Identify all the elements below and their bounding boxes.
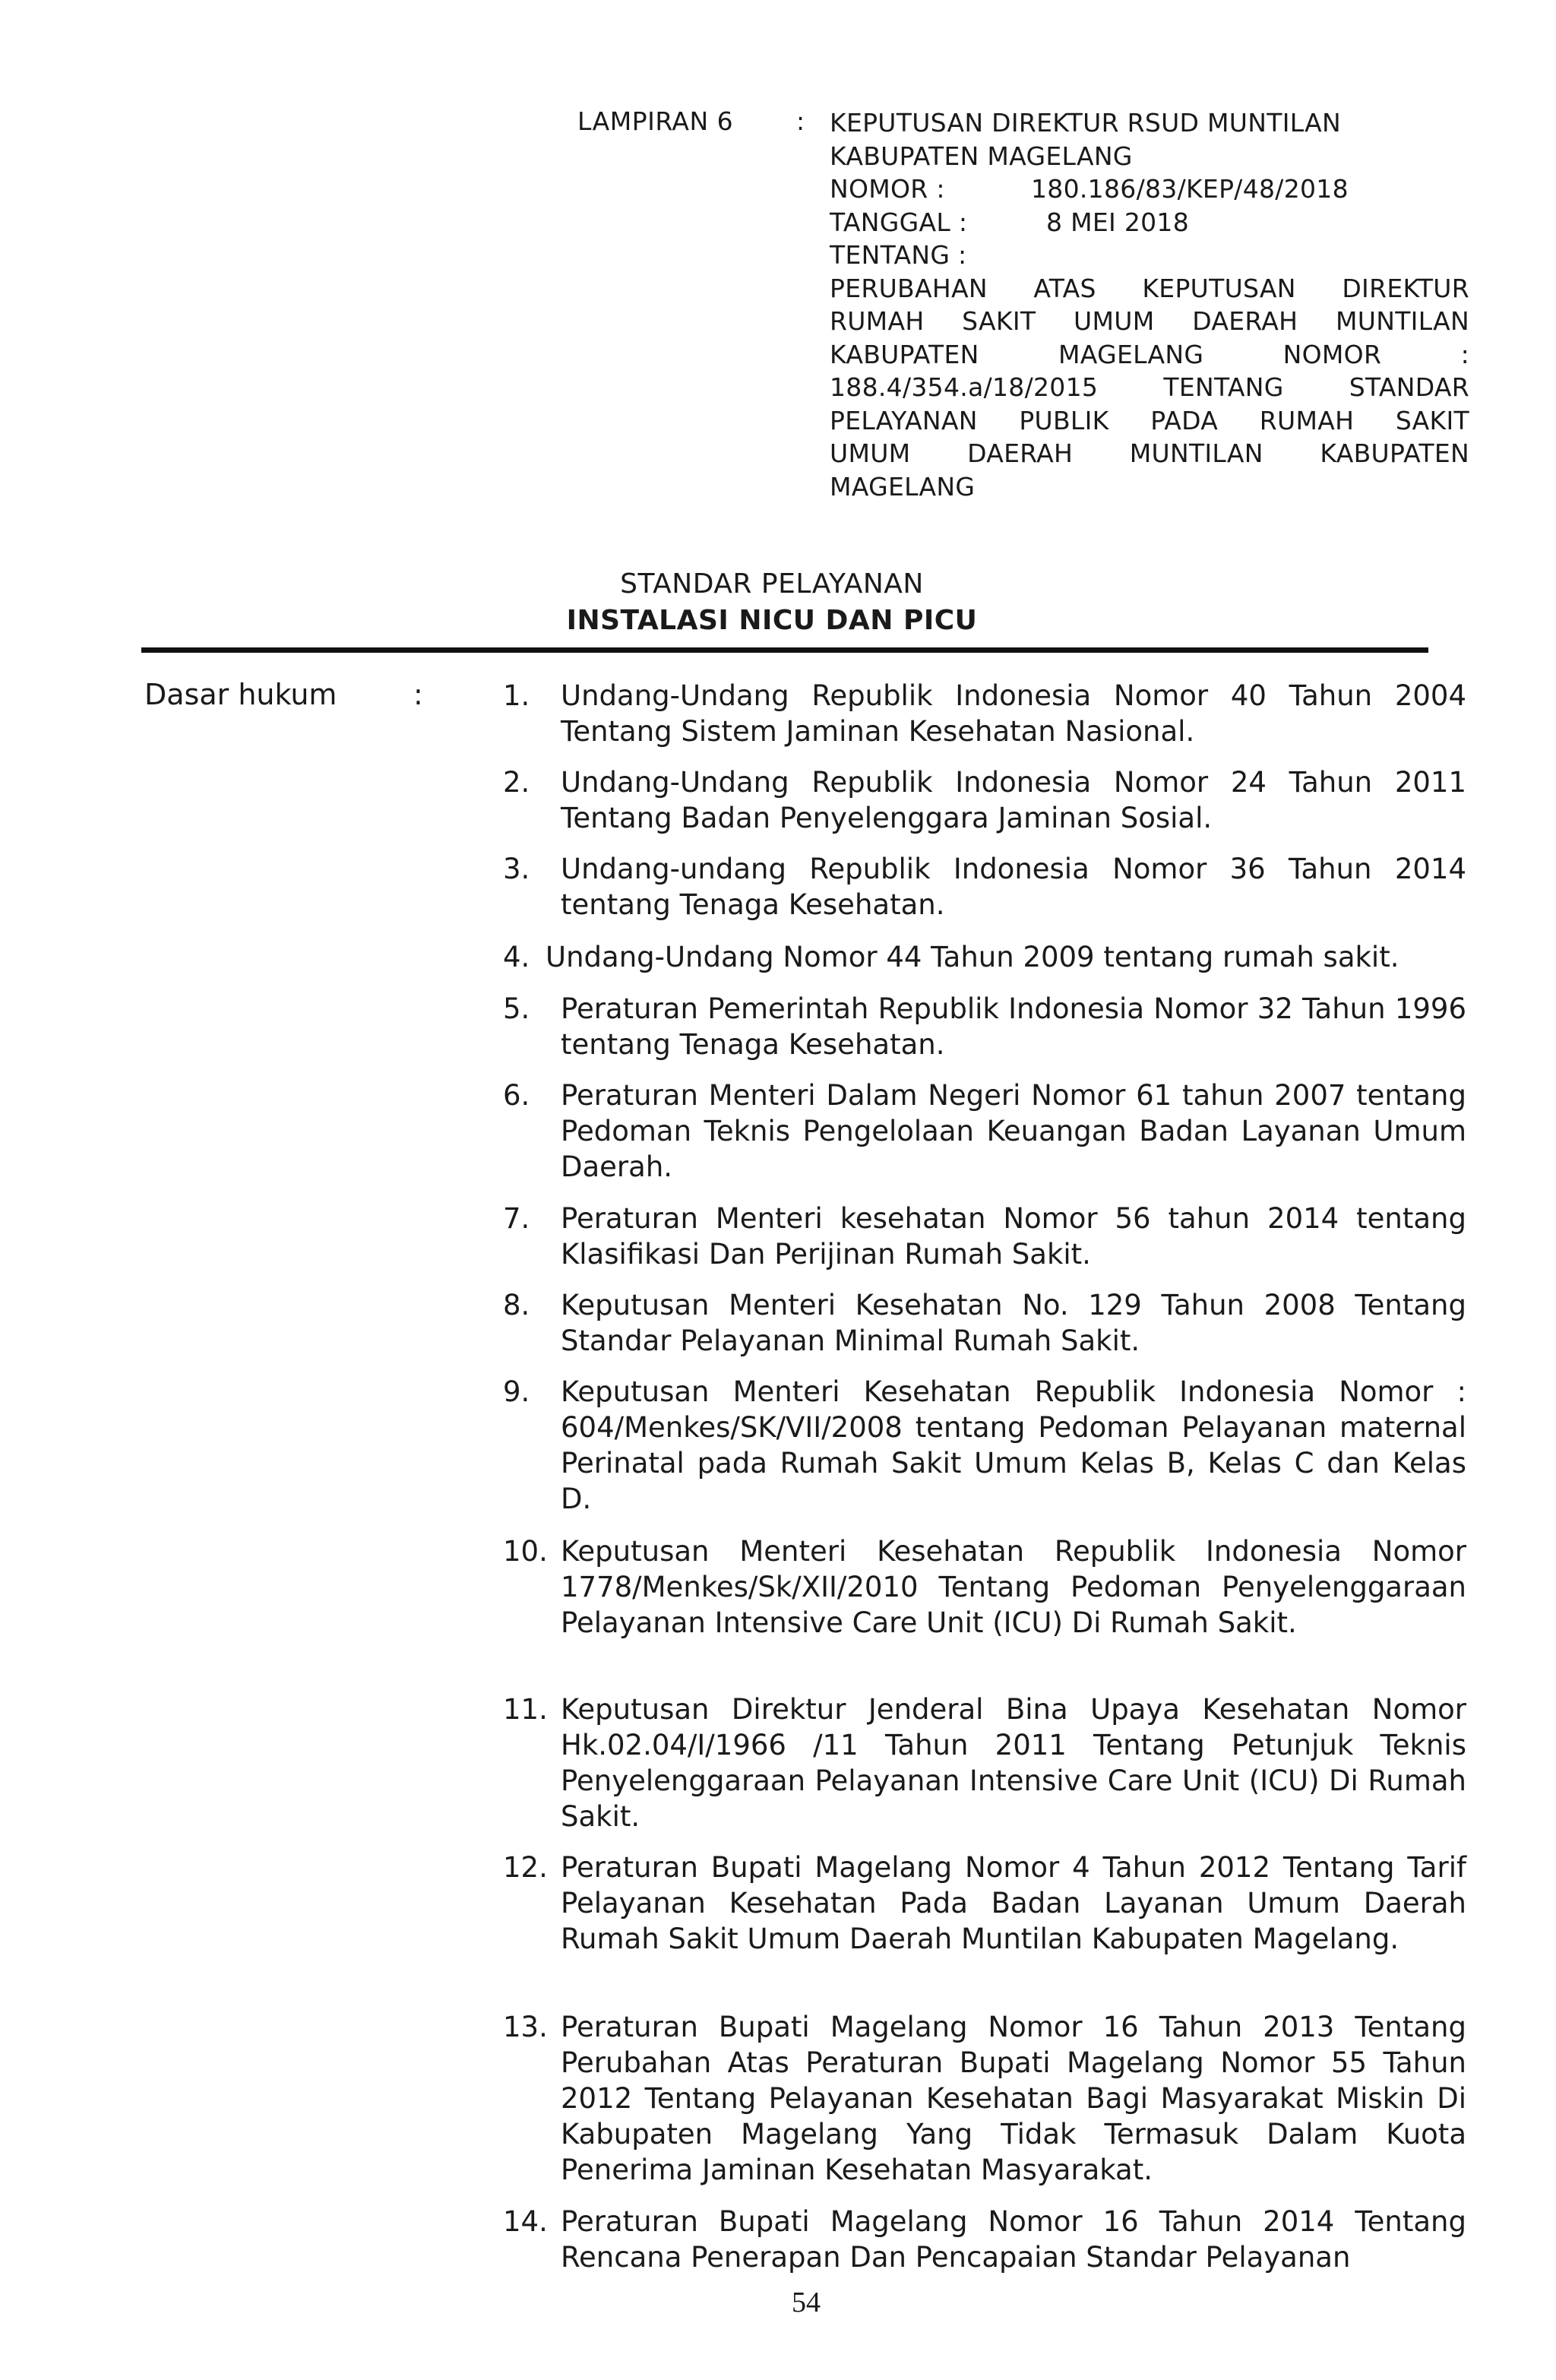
list-item [503, 851, 1466, 923]
tentang-line: KABUPATEN MAGELANG NOMOR : [830, 339, 1469, 369]
list-item-text: Keputusan Direktur Jenderal Bina Upaya Kesehatan Nomor Hk.02.04/I/1966 /11 Tahun 2011 Tentang Petunjuk Teknis Penyelenggaraan Pelayanan Intensive Care Unit (ICU) Di Rumah Sakit. [561, 1693, 1466, 1833]
list-item [503, 1692, 1466, 1834]
lampiran-nomor [830, 172, 1469, 206]
list-item-text: Keputusan Menteri Kesehatan No. 129 Tahun 2008 Tentang Standar Pelayanan Minimal Rumah Sakit. [561, 1289, 1466, 1357]
lampiran-label: LAMPIRAN 6 [577, 106, 734, 136]
tentang-line: 188.4/354.a/18/2015 TENTANG STANDAR [830, 372, 1469, 402]
list-item-text: Peraturan Bupati Magelang Nomor 16 Tahun 2013 Tentang Perubahan Atas Peraturan Bupati Magelang Nomor 55 Tahun 2012 Tentang Pelayanan Kesehatan Bagi Masyarakat Miskin Di Kabupaten Magelang Yang Tidak Termasuk Dalam Kuota Penerima Jaminan Kesehatan Masyarakat. [561, 2011, 1466, 2186]
nomor-value: 180.186/83/KEP/48/2018 [1031, 174, 1349, 204]
list-item-number: 8. [503, 1289, 530, 1321]
list-item-number: 12. [503, 1851, 548, 1884]
document-title [0, 568, 1556, 600]
tentang-line: PELAYANAN PUBLIK PADA RUMAH SAKIT [830, 405, 1469, 435]
list-item [503, 991, 1466, 1062]
list-item-number: 7. [503, 1202, 530, 1235]
list-item-number: 10. [503, 1535, 548, 1568]
list-item-number: 9. [503, 1375, 530, 1408]
list-item [503, 1078, 1466, 1185]
list-item [503, 678, 1466, 749]
title-line-2: INSTALASI NICU DAN PICU [566, 605, 978, 636]
list-item-number: 2. [503, 766, 530, 799]
page-number [0, 2286, 1556, 2319]
title-line-1: STANDAR PELAYANAN [620, 568, 924, 600]
list-item-text: Peraturan Menteri kesehatan Nomor 56 tahun 2014 tentang Klasifikasi Dan Perijinan Rumah Sakit. [561, 1202, 1466, 1271]
list-item-number: 11. [503, 1693, 548, 1726]
list-item-number: 1. [503, 679, 530, 712]
document-subtitle [0, 605, 1556, 636]
list-item [503, 1850, 1466, 1957]
list-item [503, 2009, 1466, 2188]
nomor-label: NOMOR : [830, 174, 945, 204]
list-item-text: Peraturan Bupati Magelang Nomor 16 Tahun 2014 Tentang Rencana Penerapan Dan Pencapaian Standar Pelayanan [561, 2205, 1466, 2274]
list-item-number: 6. [503, 1079, 530, 1112]
list-item [503, 1374, 1466, 1517]
list-item-number: 5. [503, 992, 530, 1025]
list-item-text: Undang-Undang Nomor 44 Tahun 2009 tentang rumah sakit. [546, 941, 1399, 973]
dasar-hukum-label: Dasar hukum [144, 678, 337, 711]
list-item [503, 1533, 1466, 1641]
list-item [503, 764, 1466, 836]
lampiran-details [830, 106, 1469, 503]
lampiran-colon: : [796, 106, 805, 136]
tentang-label: TENTANG : [830, 240, 967, 270]
list-item-text: Peraturan Pemerintah Republik Indonesia Nomor 32 Tahun 1996 tentang Tenaga Kesehatan. [561, 992, 1466, 1061]
dasar-hukum-colon: : [413, 678, 423, 711]
list-item-text: Peraturan Bupati Magelang Nomor 4 Tahun 2012 Tentang Tarif Pelayanan Kesehatan Pada Badan Layanan Umum Daerah Rumah Sakit Umum Daerah Muntilan Kabupaten Magelang. [561, 1851, 1466, 1955]
list-item-text: Keputusan Menteri Kesehatan Republik Indonesia Nomor : 604/Menkes/SK/VII/2008 tentang Pedoman Pelayanan maternal Perinatal pada Rumah Sakit Umum Kelas B, Kelas C dan Kelas D. [561, 1375, 1466, 1515]
lampiran-tanggal [830, 206, 1469, 239]
list-item-number: 4. [503, 941, 530, 973]
tanggal-label: TANGGAL : [830, 207, 968, 237]
tentang-line: PERUBAHAN ATAS KEPUTUSAN DIREKTUR [830, 273, 1469, 303]
tanggal-value: 8 MEI 2018 [1046, 207, 1190, 237]
list-item [503, 1201, 1466, 1272]
tentang-line: UMUM DAERAH MUNTILAN KABUPATEN [830, 438, 1469, 468]
list-item [503, 939, 1466, 975]
list-item-number: 13. [503, 2011, 548, 2043]
lampiran-line-2: KABUPATEN MAGELANG [830, 141, 1133, 171]
list-item-number: 3. [503, 853, 530, 885]
list-item-text: Peraturan Menteri Dalam Negeri Nomor 61 tahun 2007 tentang Pedoman Teknis Pengelolaan Keuangan Badan Layanan Umum Daerah. [561, 1079, 1466, 1183]
list-item-number: 14. [503, 2205, 548, 2238]
page-number-text: 54 [792, 2287, 821, 2318]
tentang-line: RUMAH SAKIT UMUM DAERAH MUNTILAN [830, 306, 1469, 336]
list-item [503, 2204, 1466, 2275]
list-item-text: Undang-undang Republik Indonesia Nomor 36 Tahun 2014 tentang Tenaga Kesehatan. [561, 853, 1466, 921]
list-item-text: Keputusan Menteri Kesehatan Republik Indonesia Nomor 1778/Menkes/Sk/XII/2010 Tentang Pedoman Penyelenggaraan Pelayanan Intensive Care Unit (ICU) Di Rumah Sakit. [561, 1535, 1466, 1639]
list-item-text: Undang-Undang Republik Indonesia Nomor 24 Tahun 2011 Tentang Badan Penyelenggara Jaminan Sosial. [561, 766, 1466, 834]
tentang-line: MAGELANG [830, 471, 976, 502]
list-item-text: Undang-Undang Republik Indonesia Nomor 40 Tahun 2004 Tentang Sistem Jaminan Kesehatan Nasional. [561, 679, 1466, 748]
title-divider [141, 647, 1428, 653]
lampiran-line-1: KEPUTUSAN DIREKTUR RSUD MUNTILAN [830, 108, 1342, 138]
list-item [503, 1287, 1466, 1359]
